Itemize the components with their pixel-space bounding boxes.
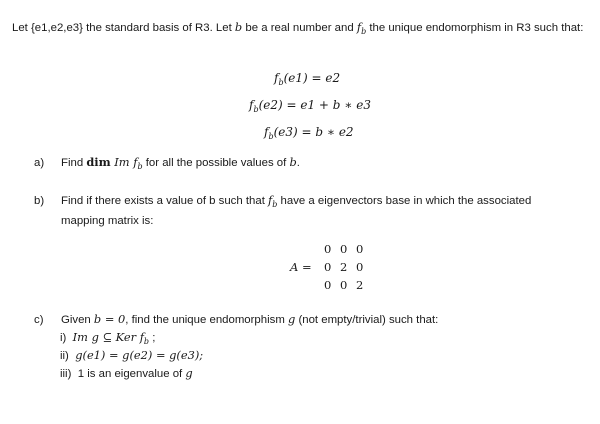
part-b-text-1: Find if there exists a value of b such that bbox=[61, 195, 269, 207]
eq1-f: f bbox=[274, 71, 279, 85]
part-c bbox=[34, 311, 438, 328]
matrix-symbol: A bbox=[290, 260, 299, 274]
matrix-cell: 0 bbox=[356, 260, 364, 274]
item-ii-label: ii) bbox=[60, 350, 69, 362]
part-b-text-2: have a eigenvectors base in which the associated bbox=[277, 195, 532, 207]
part-a-text-1: Find bbox=[61, 157, 87, 169]
item-i-text: Im g ⊆ Ker bbox=[72, 330, 140, 344]
part-b-line-2: mapping matrix is: bbox=[61, 215, 154, 227]
item-iii-label: iii) bbox=[60, 368, 72, 380]
item-i-label: i) bbox=[60, 332, 67, 344]
part-c-text-3: (not empty/trivial) such that: bbox=[295, 314, 439, 326]
part-a-f: f bbox=[133, 155, 138, 169]
part-c-item-ii bbox=[60, 347, 203, 364]
intro-f: f bbox=[356, 20, 362, 34]
part-b bbox=[34, 192, 594, 229]
equation-2 bbox=[249, 98, 371, 114]
part-c-text-2: , find the unique endomorphism bbox=[125, 314, 288, 326]
eq1-rest: (e1) = e2 bbox=[283, 71, 341, 85]
part-a-text-2: for all the possible values of bbox=[142, 157, 290, 169]
item-i-end: ; bbox=[149, 332, 156, 344]
item-ii-text: g(e1) = g(e2) = g(e3); bbox=[75, 348, 204, 362]
matrix-cell: 0 bbox=[356, 242, 364, 256]
item-i-f: f bbox=[139, 330, 144, 344]
matrix-row-1 bbox=[324, 242, 372, 256]
matrix-cell: 0 bbox=[324, 242, 332, 256]
intro-f-sub: b bbox=[361, 27, 367, 36]
matrix-row-2 bbox=[324, 260, 372, 274]
equation-1 bbox=[274, 71, 340, 87]
part-c-given: b = 0 bbox=[93, 312, 126, 326]
eq2-sub: b bbox=[253, 105, 259, 114]
part-c-text-1: Given bbox=[61, 314, 94, 326]
part-a-im: Im bbox=[110, 155, 134, 169]
eq3-sub: b bbox=[268, 132, 274, 141]
eq1-sub: b bbox=[278, 78, 284, 87]
part-a-dim: dim bbox=[86, 155, 111, 169]
matrix-name: A = bbox=[290, 260, 312, 274]
eq2-rest: (e2) = e1 + b ∗ e3 bbox=[258, 98, 371, 112]
part-a-b: b bbox=[289, 155, 297, 169]
part-c-g: g bbox=[287, 312, 296, 326]
item-i-sub: b bbox=[143, 337, 150, 346]
eq3-rest: (e3) = b ∗ e2 bbox=[273, 125, 354, 139]
intro-b: b bbox=[234, 20, 243, 34]
matrix-cell: 2 bbox=[356, 278, 364, 292]
intro-text-1: Let {e1,e2,e3} the standard basis of R3. Let bbox=[12, 22, 235, 34]
part-a-text-3: . bbox=[296, 157, 300, 169]
intro-text-2: be a real number and bbox=[242, 22, 357, 34]
part-a-f-sub: b bbox=[137, 162, 143, 171]
matrix-cell: 0 bbox=[340, 278, 348, 292]
part-b-f: f bbox=[268, 193, 273, 207]
part-a-label: a) bbox=[34, 157, 45, 169]
part-c-item-iii bbox=[60, 365, 193, 382]
item-iii-g: g bbox=[185, 366, 193, 380]
matrix-cell: 2 bbox=[340, 260, 348, 274]
equation-3 bbox=[264, 125, 354, 141]
eq3-f: f bbox=[264, 125, 269, 139]
matrix-cell: 0 bbox=[340, 242, 348, 256]
part-c-label: c) bbox=[34, 314, 44, 326]
part-b-label: b) bbox=[34, 195, 45, 207]
item-iii-text: 1 is an eigenvalue of bbox=[77, 368, 186, 380]
eq2-f: f bbox=[249, 98, 254, 112]
matrix-cell: 0 bbox=[324, 278, 332, 292]
matrix-cell: 0 bbox=[324, 260, 332, 274]
intro-text-3: the unique endomorphism in R3 such that: bbox=[366, 22, 584, 34]
matrix-row-3 bbox=[324, 278, 372, 292]
part-b-f-sub: b bbox=[272, 200, 278, 209]
part-a bbox=[34, 154, 300, 175]
problem-intro bbox=[12, 19, 596, 40]
